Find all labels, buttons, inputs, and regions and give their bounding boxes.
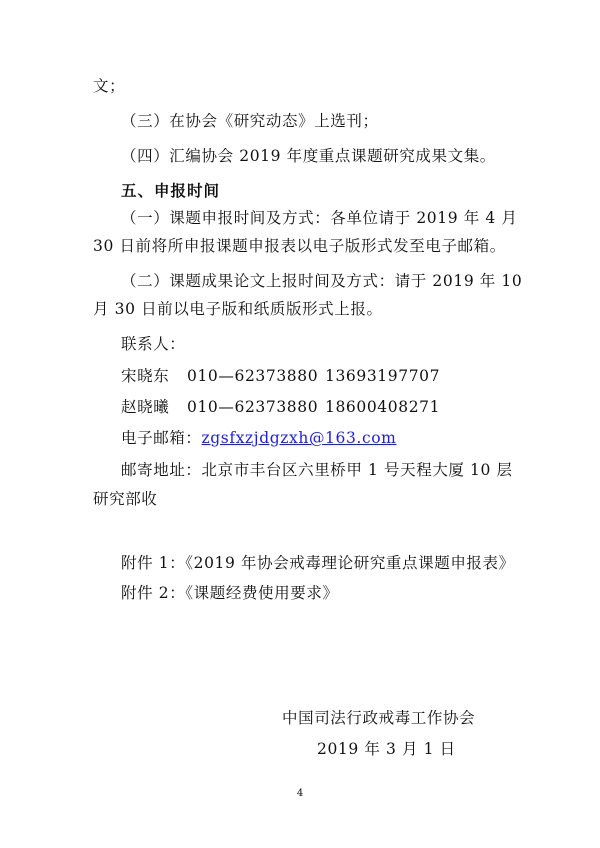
email-link[interactable]: zgsfxzjdgzxh@163.com [201, 429, 397, 447]
item-4: （四）汇编协会 2019 年度重点课题研究成果文集。 [121, 147, 496, 165]
timing-1-line-2: 30 日前将所申报课题申报表以电子版形式发至电子邮箱。 [93, 237, 506, 255]
attachment-1: 附件 1：《2019 年协会戒毒理论研究重点课题申报表》 [121, 554, 515, 572]
contact-name: 宋晓东 [121, 367, 170, 385]
contacts-label: 联系人： [121, 335, 186, 353]
contact-row [121, 366, 440, 386]
contact-row [121, 397, 440, 417]
item-3: （三）在协会《研究动态》上选刊； [121, 112, 379, 130]
contact-name: 赵晓曦 [121, 398, 170, 416]
continued-text: 文； [93, 77, 126, 95]
contact-mobile: 18600408271 [325, 398, 441, 416]
timing-2-line-2: 月 30 日前以电子版和纸质版形式上报。 [93, 300, 383, 318]
contact-phone: 010—62373880 [187, 398, 319, 416]
email-label: 电子邮箱： [121, 429, 202, 447]
section-5-heading: 五、申报时间 [121, 182, 221, 200]
contact-phone: 010—62373880 [187, 367, 319, 385]
signature-date: 2019 年 3 月 1 日 [317, 740, 456, 758]
signature-org: 中国司法行政戒毒工作协会 [282, 709, 476, 727]
email-row [121, 428, 396, 448]
attachment-2: 附件 2：《课题经费使用要求》 [121, 584, 339, 602]
timing-1-line-1: （一）课题申报时间及方式：各单位请于 2019 年 4 月 [121, 209, 518, 227]
page-number: 4 [296, 788, 304, 799]
address-line-1: 邮寄地址：北京市丰台区六里桥甲 1 号天程大厦 10 层 [121, 461, 513, 479]
timing-2-line-1: （二）课题成果论文上报时间及方式：请于 2019 年 10 [121, 272, 523, 290]
address-line-2: 研究部收 [93, 490, 158, 508]
contact-mobile: 13693197707 [325, 367, 441, 385]
